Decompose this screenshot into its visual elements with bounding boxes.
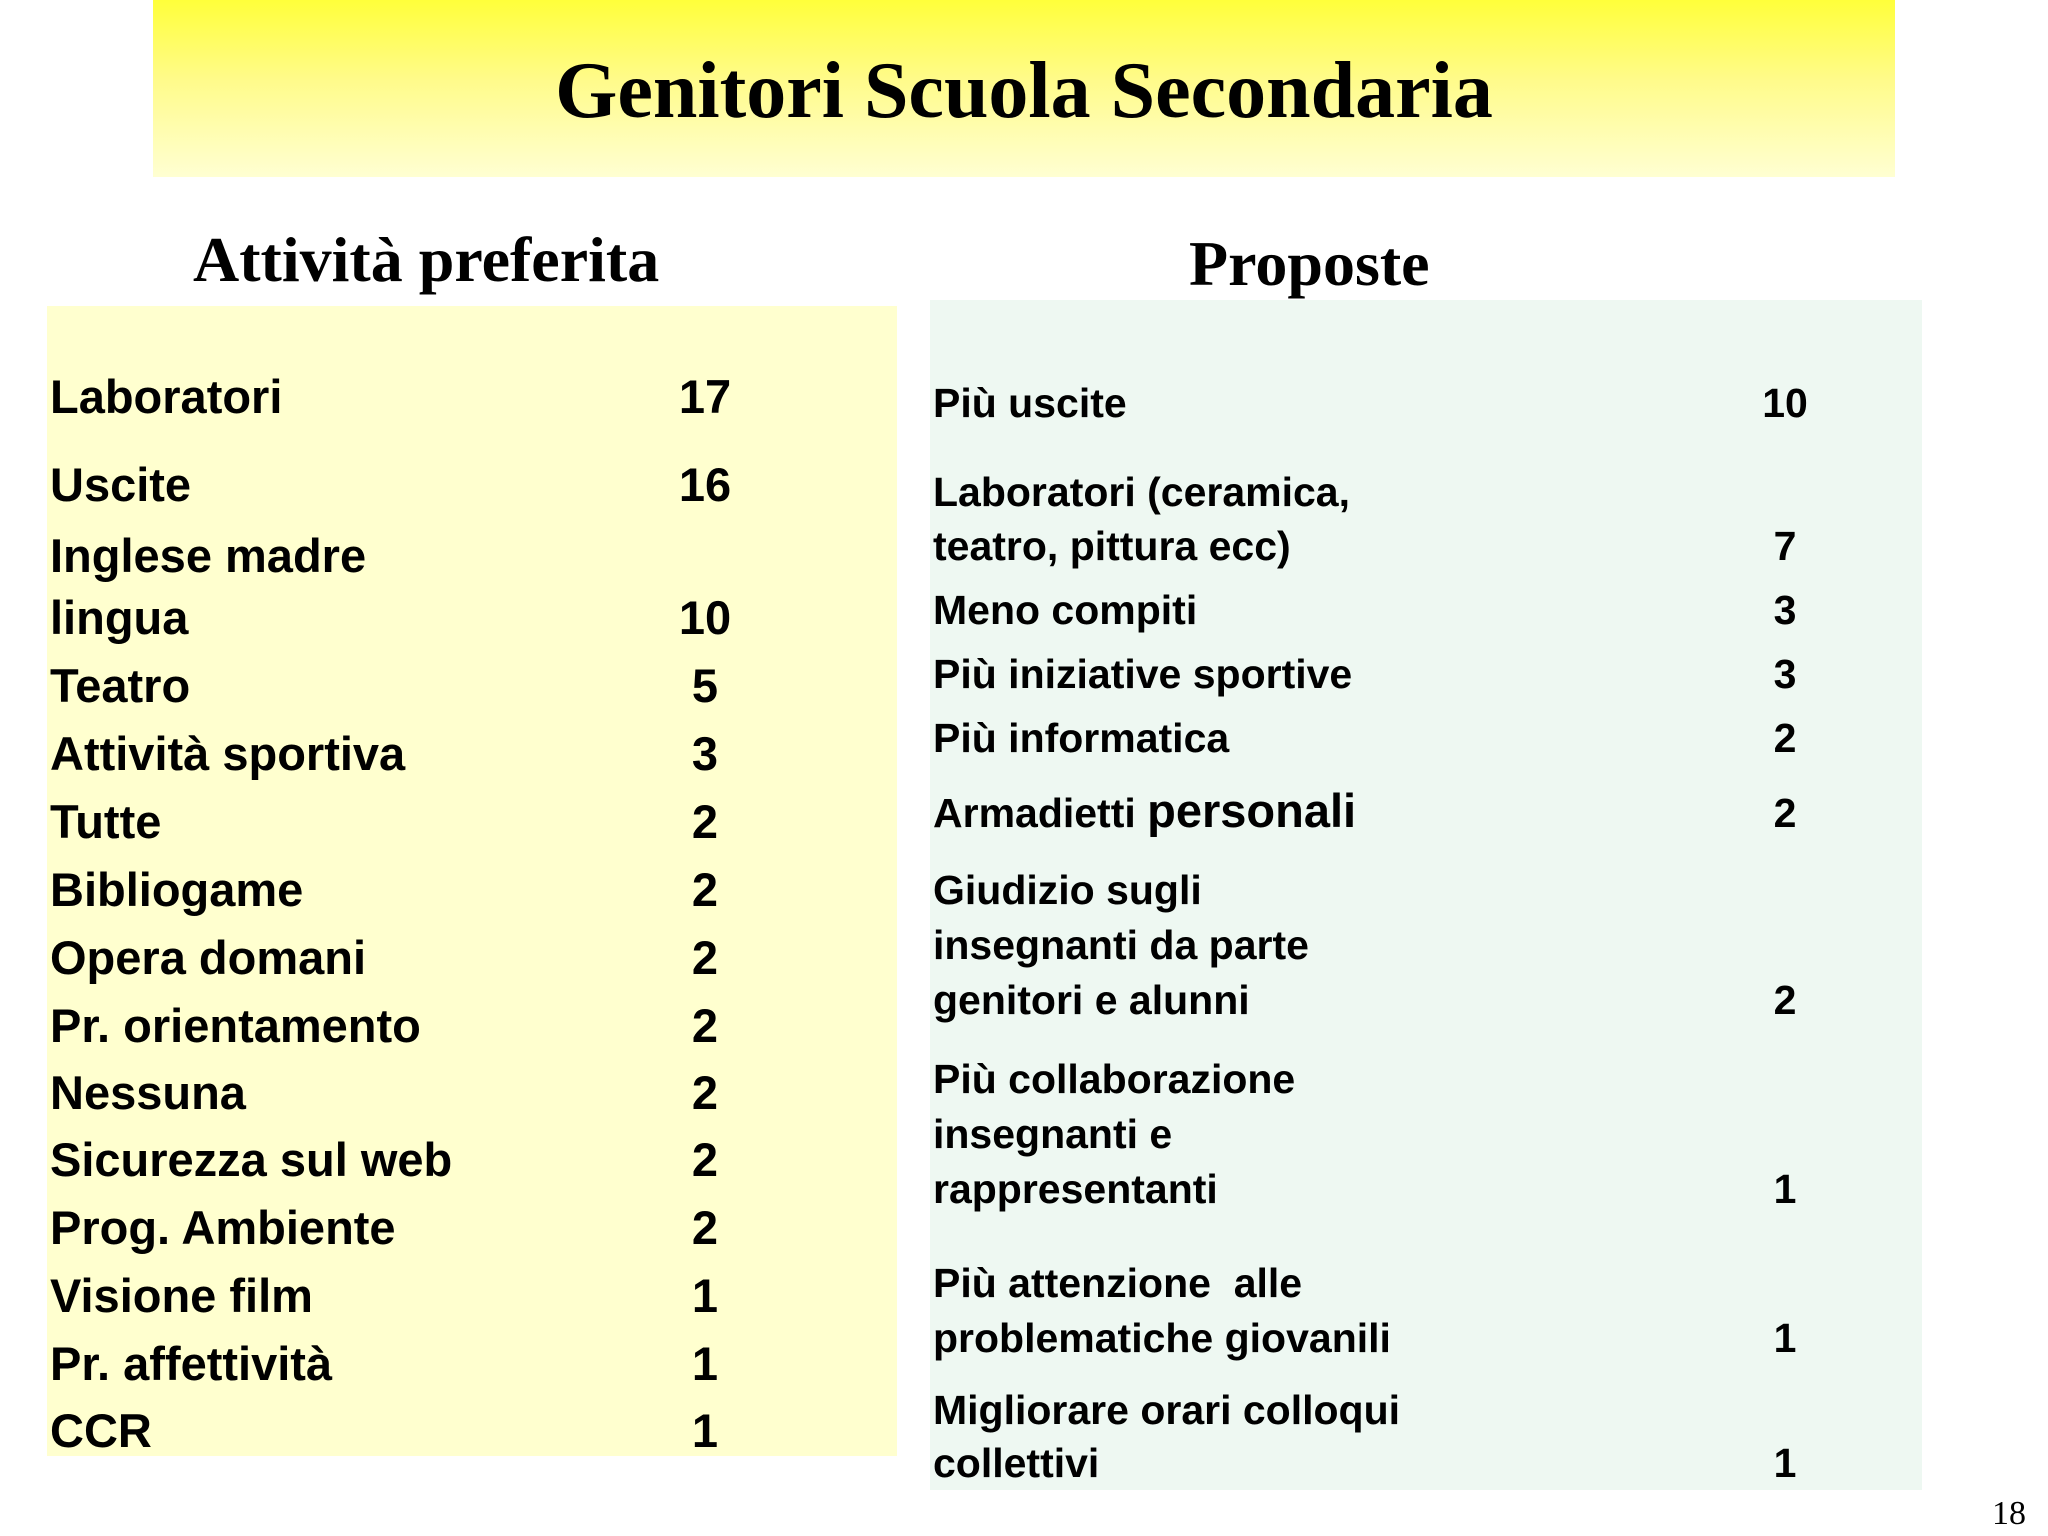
row-label: Prog. Ambiente bbox=[50, 1201, 396, 1254]
row-value: 2 bbox=[1773, 790, 1797, 836]
row-value: 1 bbox=[1773, 1440, 1797, 1486]
table-row bbox=[47, 1333, 897, 1395]
row-label: Opera domani bbox=[50, 931, 367, 984]
table-row-line1 bbox=[47, 525, 897, 587]
row-label: Bibliogame bbox=[50, 863, 304, 916]
row-label-part-large: personali bbox=[1147, 784, 1357, 837]
slide-title: Genitori Scuola Secondaria bbox=[555, 47, 1493, 135]
row-label: Più informatica bbox=[933, 715, 1230, 761]
table-row-line bbox=[930, 1052, 1922, 1106]
table-row bbox=[930, 1436, 1922, 1490]
row-value: 16 bbox=[678, 458, 732, 511]
table-row-line bbox=[930, 918, 1922, 972]
row-value: 1 bbox=[691, 1404, 719, 1457]
row-value: 10 bbox=[1762, 380, 1808, 426]
table-row bbox=[47, 995, 897, 1057]
row-value: 1 bbox=[691, 1337, 719, 1390]
table-row bbox=[930, 711, 1922, 765]
row-label-part: Armadietti bbox=[933, 790, 1148, 836]
row-value: 1 bbox=[1773, 1166, 1797, 1212]
table-row-line bbox=[930, 465, 1922, 519]
row-label: Pr. affettività bbox=[50, 1337, 333, 1390]
row-value: 2 bbox=[691, 795, 719, 848]
row-label: CCR bbox=[50, 1404, 152, 1457]
row-label: Teatro bbox=[50, 659, 191, 712]
table-row bbox=[47, 655, 897, 717]
row-label-continued: collettivi bbox=[933, 1440, 1100, 1486]
attivita-preferita-table bbox=[47, 306, 897, 1456]
row-label bbox=[933, 784, 1356, 840]
title-bar bbox=[153, 0, 1895, 177]
table-row bbox=[930, 647, 1922, 701]
row-label: Laboratori bbox=[50, 370, 283, 423]
table-row bbox=[47, 927, 897, 989]
row-label-continued: insegnanti da parte bbox=[933, 922, 1309, 968]
row-label-continued: problematiche giovanili bbox=[933, 1315, 1391, 1361]
row-value: 1 bbox=[1773, 1315, 1797, 1361]
row-label: Migliorare orari colloqui bbox=[933, 1387, 1401, 1433]
table-row bbox=[47, 1129, 897, 1191]
table-row bbox=[930, 973, 1922, 1027]
row-label: Uscite bbox=[50, 458, 192, 511]
row-label: Più iniziative sportive bbox=[933, 651, 1353, 697]
table-row bbox=[930, 1162, 1922, 1216]
row-value: 3 bbox=[1773, 587, 1797, 633]
row-label: Laboratori (ceramica, bbox=[933, 469, 1350, 515]
row-value: 2 bbox=[1773, 715, 1797, 761]
table-row bbox=[47, 859, 897, 921]
row-value: 2 bbox=[691, 863, 719, 916]
heading-proposte: Proposte bbox=[1189, 228, 1430, 299]
table-row bbox=[47, 1197, 897, 1259]
row-value: 1 bbox=[691, 1269, 719, 1322]
row-value: 3 bbox=[691, 727, 719, 780]
table-row bbox=[47, 791, 897, 853]
row-label: Meno compiti bbox=[933, 587, 1198, 633]
table-row bbox=[47, 454, 897, 516]
row-value: 3 bbox=[1773, 651, 1797, 697]
row-label-continued: insegnanti e bbox=[933, 1111, 1173, 1157]
row-value: 10 bbox=[678, 591, 732, 644]
row-value: 2 bbox=[691, 931, 719, 984]
row-label-continued: genitori e alunni bbox=[933, 977, 1250, 1023]
table-row bbox=[930, 583, 1922, 637]
row-label: Inglese madre bbox=[50, 529, 367, 582]
row-label: Nessuna bbox=[50, 1066, 246, 1119]
table-row bbox=[47, 1265, 897, 1327]
row-value: 2 bbox=[691, 1066, 719, 1119]
row-label: Visione film bbox=[50, 1269, 313, 1322]
table-row bbox=[47, 1062, 897, 1124]
row-label: Giudizio sugli bbox=[933, 867, 1202, 913]
row-value: 7 bbox=[1773, 523, 1797, 569]
table-row bbox=[47, 723, 897, 785]
table-row-line bbox=[930, 863, 1922, 917]
table-row bbox=[930, 376, 1922, 430]
proposte-table bbox=[930, 300, 1922, 1490]
row-value: 17 bbox=[678, 370, 732, 423]
row-label-continued: teatro, pittura ecc) bbox=[933, 523, 1291, 569]
page-number: 18 bbox=[1992, 1495, 2026, 1532]
table-row bbox=[47, 587, 897, 649]
row-label-continued: lingua bbox=[50, 591, 189, 644]
table-row bbox=[930, 780, 1922, 840]
table-row-line bbox=[930, 1256, 1922, 1310]
table-row bbox=[47, 1400, 897, 1462]
row-label: Più collaborazione bbox=[933, 1056, 1296, 1102]
row-value: 2 bbox=[691, 1201, 719, 1254]
table-row-line bbox=[930, 1383, 1922, 1437]
table-row bbox=[47, 366, 897, 428]
row-value: 2 bbox=[1773, 977, 1797, 1023]
row-value: 2 bbox=[691, 999, 719, 1052]
row-label: Più attenzione alle bbox=[933, 1260, 1303, 1306]
table-row bbox=[930, 519, 1922, 573]
table-row-line bbox=[930, 1107, 1922, 1161]
row-label: Attività sportiva bbox=[50, 727, 406, 780]
row-label: Tutte bbox=[50, 795, 162, 848]
row-value: 5 bbox=[691, 659, 719, 712]
row-value: 2 bbox=[691, 1133, 719, 1186]
row-label: Sicurezza sul web bbox=[50, 1133, 453, 1186]
table-row bbox=[930, 1311, 1922, 1365]
row-label: Più uscite bbox=[933, 380, 1127, 426]
row-label: Pr. orientamento bbox=[50, 999, 421, 1052]
row-label-continued: rappresentanti bbox=[933, 1166, 1218, 1212]
heading-attivita-preferita: Attività preferita bbox=[193, 224, 660, 295]
